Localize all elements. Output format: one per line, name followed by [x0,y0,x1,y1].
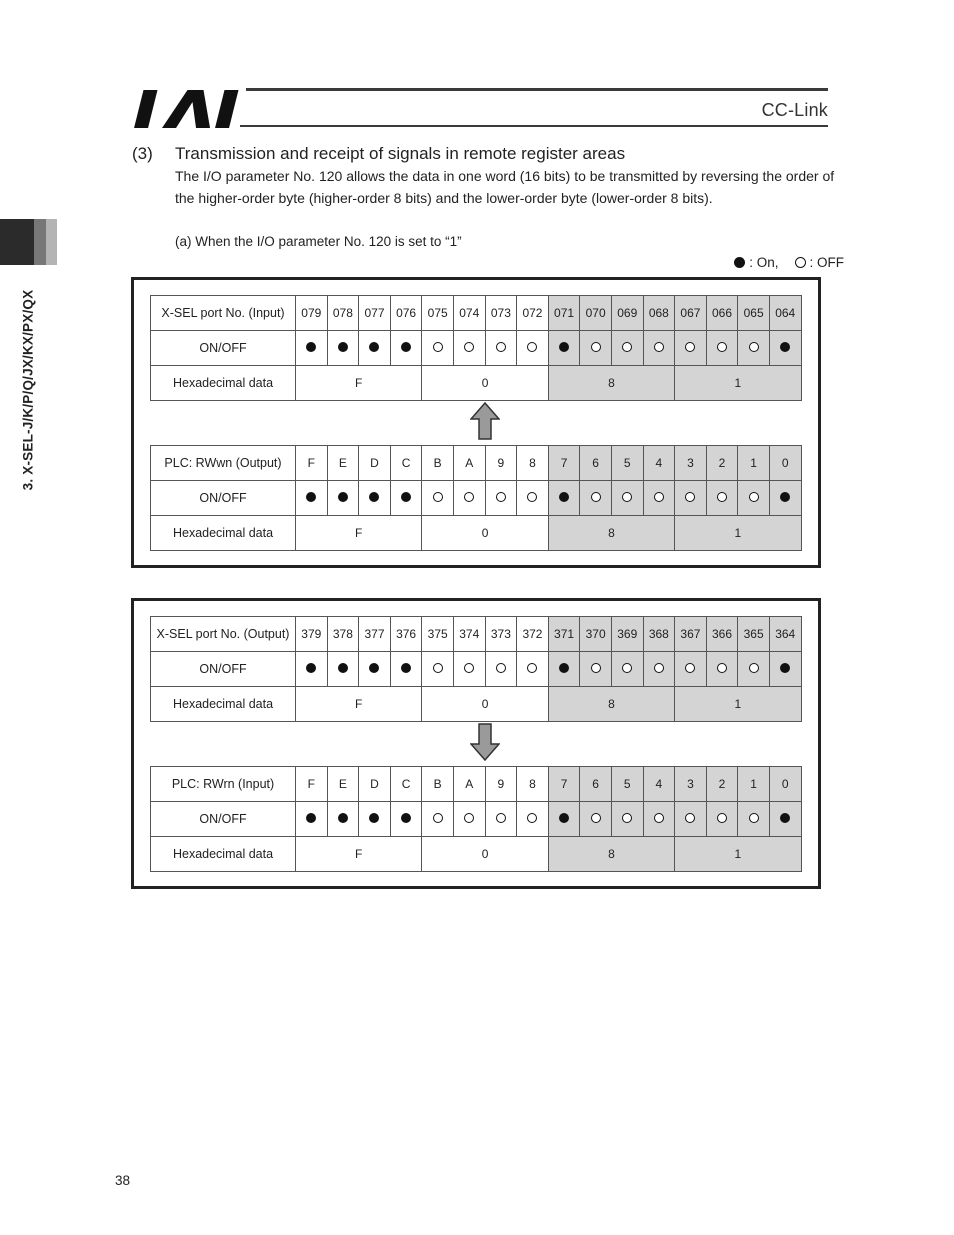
arrow-down-icon [470,723,500,761]
port-cell: 076 [390,296,422,331]
port-cell: 069 [611,296,643,331]
row-label-port: X-SEL port No. (Input) [151,296,296,331]
off-dot-icon [591,813,601,823]
off-dot-icon [685,663,695,673]
hex-cell: 8 [548,837,674,872]
off-dot-icon [591,492,601,502]
state-cell [706,331,738,366]
on-dot-icon [780,663,790,673]
state-cell [390,331,422,366]
state-cell [769,331,801,366]
state-cell [738,481,770,516]
hex-cell: 8 [548,366,674,401]
port-cell: 370 [580,617,612,652]
hex-cell: 1 [675,366,801,401]
state-cell [580,652,612,687]
off-dot-icon [527,813,537,823]
port-cell: A [453,446,485,481]
on-dot-icon [306,813,316,823]
off-dot-icon [749,492,759,502]
port-cell: 6 [580,767,612,802]
port-cell: 0 [769,767,801,802]
chapter-label: 3. X-SEL-J/K/P/Q/JX/KX/PX/QX [20,289,36,491]
on-dot-icon [559,342,569,352]
hex-cell: 1 [675,837,801,872]
bit-table-xsel-input [150,295,802,401]
state-cell [769,802,801,837]
row-label-port: X-SEL port No. (Output) [151,617,296,652]
state-cell [359,652,391,687]
bit-table-plc-input [150,766,802,872]
on-dot-icon [780,813,790,823]
port-cell: 4 [643,767,675,802]
state-cell [611,331,643,366]
port-cell: 078 [327,296,359,331]
port-cell: 2 [706,767,738,802]
hex-cell: F [296,837,422,872]
port-cell: 366 [706,617,738,652]
port-cell: 072 [517,296,549,331]
row-label-onoff: ON/OFF [151,802,296,837]
on-dot-icon [306,492,316,502]
port-cell: 1 [738,767,770,802]
state-cell [453,481,485,516]
table-row [151,446,802,481]
state-cell [611,802,643,837]
section-number: (3) [132,144,153,163]
state-cell [643,802,675,837]
state-cell [453,652,485,687]
state-cell [359,802,391,837]
port-cell: B [422,446,454,481]
state-cell [675,481,707,516]
row-label-hex: Hexadecimal data [151,837,296,872]
state-cell [675,331,707,366]
port-cell: 376 [390,617,422,652]
chapter-tab [0,219,57,265]
state-cell [769,481,801,516]
off-dot-icon [717,813,727,823]
off-dot-icon [749,663,759,673]
table-row [151,296,802,331]
state-cell [390,481,422,516]
port-cell: 073 [485,296,517,331]
port-cell: 8 [517,446,549,481]
state-cell [296,481,328,516]
port-cell: D [359,767,391,802]
port-cell: 071 [548,296,580,331]
state-cell [548,652,580,687]
port-cell: 368 [643,617,675,652]
off-dot-icon [685,342,695,352]
off-dot-icon [433,342,443,352]
state-cell [738,652,770,687]
off-dot-icon [717,663,727,673]
port-cell: 378 [327,617,359,652]
state-cell [485,481,517,516]
state-cell [517,802,549,837]
port-cell: 375 [422,617,454,652]
hex-cell: F [296,516,422,551]
port-cell: D [359,446,391,481]
state-cell [327,652,359,687]
port-cell: 068 [643,296,675,331]
port-cell: 374 [453,617,485,652]
port-cell: 3 [675,767,707,802]
state-cell [517,652,549,687]
table-row [151,652,802,687]
port-cell: B [422,767,454,802]
state-cell [548,802,580,837]
port-cell: 070 [580,296,612,331]
row-label-port: PLC: RWrn (Input) [151,767,296,802]
state-cell [327,802,359,837]
table-row [151,802,802,837]
legend-on-label: : On, [749,255,779,270]
off-dot-icon [591,342,601,352]
port-cell: 064 [769,296,801,331]
state-cell [359,481,391,516]
on-dot-icon [780,492,790,502]
table-row [151,687,802,722]
hex-cell: 0 [422,687,548,722]
port-cell: 066 [706,296,738,331]
on-dot-icon [559,492,569,502]
off-dot-icon [685,813,695,823]
port-cell: 074 [453,296,485,331]
state-cell [548,331,580,366]
port-cell: 6 [580,446,612,481]
on-dot-icon [369,813,379,823]
on-dot-icon [369,663,379,673]
off-dot-icon [464,813,474,823]
hex-cell: 1 [675,687,801,722]
on-dot-icon [401,663,411,673]
state-cell [611,652,643,687]
port-cell: 065 [738,296,770,331]
off-dot-icon [433,492,443,502]
arrow-up-icon [470,402,500,440]
on-dot-icon [338,663,348,673]
off-dot-icon [496,663,506,673]
off-dot-icon [622,813,632,823]
port-cell: 7 [548,767,580,802]
off-dot-icon [622,663,632,673]
off-dot-icon [685,492,695,502]
table-row [151,837,802,872]
table-row [151,767,802,802]
state-cell [296,652,328,687]
hex-cell: 8 [548,687,674,722]
row-label-onoff: ON/OFF [151,331,296,366]
state-cell [453,802,485,837]
port-cell: 377 [359,617,391,652]
port-cell: 365 [738,617,770,652]
off-dot-icon [496,342,506,352]
state-cell [643,331,675,366]
off-dot-icon [496,492,506,502]
off-dot-icon [591,663,601,673]
state-cell [643,481,675,516]
state-cell [485,331,517,366]
off-dot-icon [433,663,443,673]
port-cell: 5 [611,446,643,481]
on-dot-icon [780,342,790,352]
table-row [151,481,802,516]
state-cell [296,802,328,837]
state-cell [359,331,391,366]
off-dot-icon [717,342,727,352]
off-dot-icon [749,342,759,352]
bit-table-plc-output [150,445,802,551]
header-rule-bottom [240,125,828,127]
state-cell [706,481,738,516]
hex-cell: 0 [422,516,548,551]
row-label-onoff: ON/OFF [151,481,296,516]
off-dot-icon [527,342,537,352]
state-cell [769,652,801,687]
hex-cell: F [296,366,422,401]
port-cell: 0 [769,446,801,481]
row-label-hex: Hexadecimal data [151,687,296,722]
on-dot-icon [401,813,411,823]
port-cell: A [453,767,485,802]
port-cell: 9 [485,767,517,802]
off-dot-icon [527,492,537,502]
state-cell [327,331,359,366]
table-row [151,617,802,652]
state-cell [485,652,517,687]
state-cell [611,481,643,516]
on-dot-icon [559,813,569,823]
on-dot-icon [559,663,569,673]
port-cell: C [390,767,422,802]
port-cell: 075 [422,296,454,331]
on-dot-icon [401,342,411,352]
port-cell: F [296,446,328,481]
port-cell: 9 [485,446,517,481]
state-cell [390,652,422,687]
subcaption: (a) When the I/O parameter No. 120 is set to “1” [175,234,462,249]
port-cell: 379 [296,617,328,652]
off-dot-icon [433,813,443,823]
port-cell: 2 [706,446,738,481]
bit-table-xsel-output [150,616,802,722]
state-cell [706,802,738,837]
port-cell: F [296,767,328,802]
state-cell [643,652,675,687]
port-cell: 067 [675,296,707,331]
off-dot-icon [464,492,474,502]
state-cell [327,481,359,516]
port-cell: 077 [359,296,391,331]
on-dot-icon [401,492,411,502]
port-cell: 3 [675,446,707,481]
off-dot-icon [654,492,664,502]
diagram-frame-output [131,598,821,889]
hex-cell: 0 [422,837,548,872]
port-cell: 371 [548,617,580,652]
state-cell [453,331,485,366]
row-label-hex: Hexadecimal data [151,516,296,551]
legend [734,255,844,270]
on-dot-icon [306,663,316,673]
port-cell: 364 [769,617,801,652]
on-dot-icon [338,813,348,823]
header-rule-top [246,88,828,91]
off-dot-icon [622,342,632,352]
table-row [151,331,802,366]
off-dot-icon [654,813,664,823]
state-cell [390,802,422,837]
port-cell: 7 [548,446,580,481]
off-dot-icon [717,492,727,502]
state-cell [422,652,454,687]
state-cell [580,802,612,837]
row-label-port: PLC: RWwn (Output) [151,446,296,481]
section-paragraph: The I/O parameter No. 120 allows the data in one word (16 bits) to be transmitted by reversing the order of the higher-order byte (higher-order 8 bits) and the lower-order byte (lower-order 8 bits). [175,168,835,206]
hex-cell: 0 [422,366,548,401]
table-row [151,366,802,401]
port-cell: E [327,446,359,481]
port-cell: 369 [611,617,643,652]
on-dot-icon [338,492,348,502]
state-cell [517,481,549,516]
header-section-name: CC-Link [761,100,828,120]
row-label-onoff: ON/OFF [151,652,296,687]
state-cell [296,331,328,366]
diagram-frame-input [131,277,821,568]
off-dot-icon [749,813,759,823]
on-dot-icon [734,257,745,268]
state-cell [706,652,738,687]
state-cell [422,481,454,516]
port-cell: 5 [611,767,643,802]
hex-cell: 8 [548,516,674,551]
hex-cell: F [296,687,422,722]
on-dot-icon [369,492,379,502]
on-dot-icon [306,342,316,352]
state-cell [738,331,770,366]
state-cell [580,331,612,366]
state-cell [675,652,707,687]
state-cell [485,802,517,837]
state-cell [517,331,549,366]
state-cell [422,331,454,366]
iai-logo [132,88,244,130]
port-cell: 372 [517,617,549,652]
port-cell: 8 [517,767,549,802]
page-number: 38 [115,1173,131,1188]
port-cell: 079 [296,296,328,331]
section-title: Transmission and receipt of signals in remote register areas [175,144,626,163]
state-cell [675,802,707,837]
table-row [151,516,802,551]
state-cell [580,481,612,516]
off-dot-icon [464,663,474,673]
hex-cell: 1 [675,516,801,551]
state-cell [738,802,770,837]
off-dot-icon [496,813,506,823]
off-dot-icon [795,257,806,268]
off-dot-icon [464,342,474,352]
state-cell [422,802,454,837]
off-dot-icon [654,663,664,673]
port-cell: E [327,767,359,802]
off-dot-icon [622,492,632,502]
row-label-hex: Hexadecimal data [151,366,296,401]
on-dot-icon [338,342,348,352]
on-dot-icon [369,342,379,352]
off-dot-icon [654,342,664,352]
port-cell: 1 [738,446,770,481]
port-cell: C [390,446,422,481]
port-cell: 4 [643,446,675,481]
port-cell: 373 [485,617,517,652]
state-cell [548,481,580,516]
off-dot-icon [527,663,537,673]
port-cell: 367 [675,617,707,652]
legend-off-label: : OFF [809,255,844,270]
